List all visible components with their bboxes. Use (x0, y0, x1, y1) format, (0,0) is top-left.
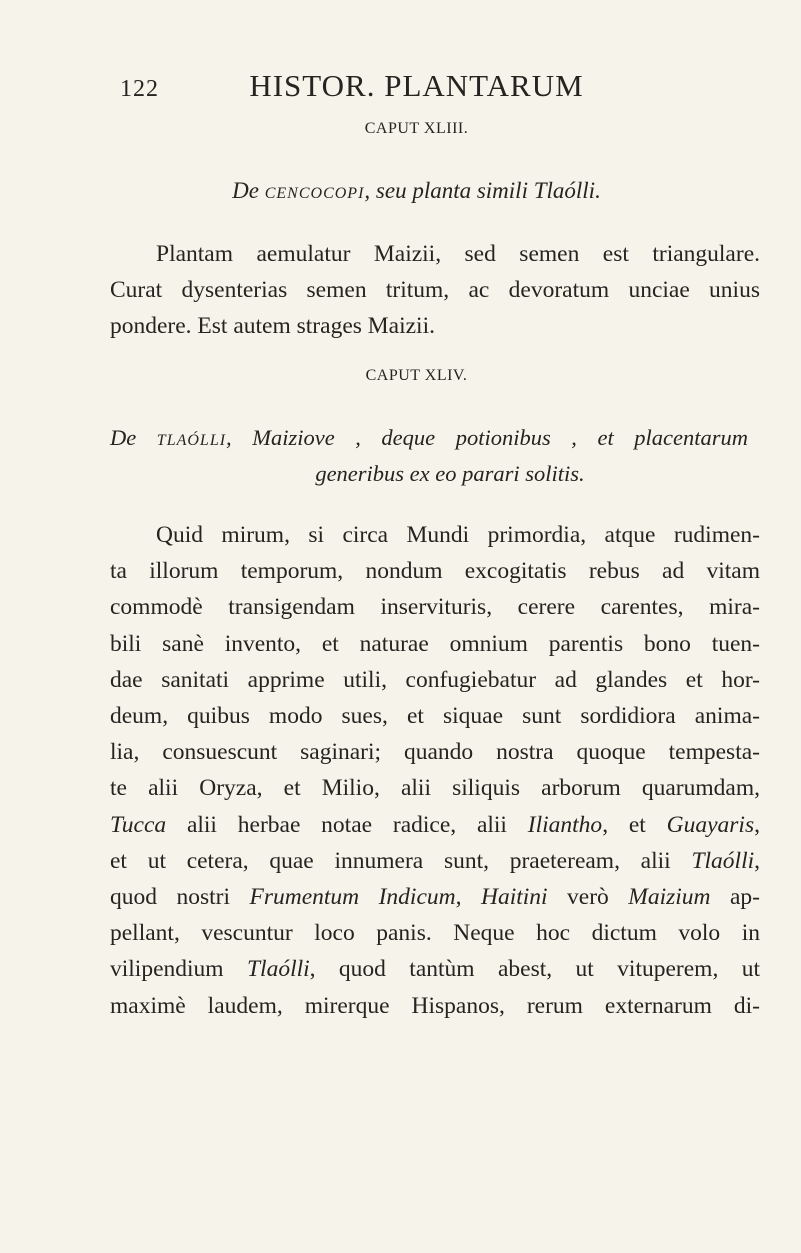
paragraph-line: ta illorum temporum, nondum excogitatis rebus ad vitam (110, 558, 760, 585)
chapter-44-title-rest: , Maiziove , deque potionibus , et placentarum (226, 425, 748, 450)
page-number: 122 (120, 76, 159, 102)
chapter-44-heading: CAPUT XLIV. (365, 367, 468, 384)
line-text: , (754, 811, 760, 838)
paragraph-line: deum, quibus modo sues, et siquae sunt sordidiora anima- (110, 703, 760, 730)
chapter-44-title-line-1 (110, 420, 760, 456)
chapter-44-title-line-2: generibus ex eo parari solitis. (315, 461, 585, 486)
paragraph-line: dae sanitati apprime utili, confugiebatur ad glandes et hor- (110, 666, 760, 693)
chapter-43-title-name: cencocopi (264, 178, 365, 203)
line-text: alii herbae notae radice, alii (166, 811, 528, 838)
chapter-44-title-name: tlaólli (156, 425, 227, 450)
running-title: HISTOR. PLANTARUM (249, 68, 584, 103)
line-text: verò (547, 884, 629, 911)
paragraph-line: pellant, vescuntur loco panis. Neque hoc dictum volo in (110, 920, 760, 947)
paragraph-line: commodè transigendam inservituris, cerere carentes, mira- (110, 594, 760, 621)
paragraph-line: pondere. Est autem strages Maizii. (110, 313, 435, 340)
italic-term: Frumentum Indicum (249, 884, 456, 911)
line-text: , quod tantùm abest, ut vituperem, ut (309, 956, 760, 983)
paragraph-line (110, 843, 760, 879)
paragraph-line: Plantam aemulatur Maizii, sed semen est triangulare. (156, 241, 760, 267)
paragraph-line (110, 879, 760, 915)
line-text: ap- (710, 884, 761, 911)
line-text: quod nostri (110, 884, 250, 911)
italic-term: Tlaólli (246, 956, 310, 983)
line-text: , (754, 847, 760, 874)
chapter-43-title-rest: , seu planta simili Tlaólli. (364, 178, 601, 203)
paragraph-line: Curat dysenterias semen tritum, ac devoratum unciae unius (110, 277, 760, 304)
line-text: , (455, 884, 481, 911)
line-text: , et (602, 811, 667, 838)
chapter-43-title-prefix: De (232, 178, 265, 203)
line-text: et ut cetera, quae innumera sunt, praeteream, alii (110, 847, 692, 874)
italic-term: Tucca (110, 811, 167, 838)
italic-term: Haitini (480, 884, 548, 911)
paragraph-line: lia, consuescunt saginari; quando nostra quoque tempesta- (110, 739, 760, 766)
chapter-43-title (0, 178, 801, 204)
paragraph-line: bili sanè invento, et naturae omnium parentis bono tuen- (110, 630, 760, 657)
italic-term: Maizium (628, 884, 711, 911)
paragraph-line (110, 951, 760, 987)
chapter-43-heading: CAPUT XLIII. (364, 120, 469, 137)
chapter-44-title-prefix: De (110, 425, 157, 450)
paragraph-line: maximè laudem, mirerque Hispanos, rerum externarum di- (110, 992, 760, 1019)
italic-term: Ilianthο (527, 811, 603, 838)
chapter-44-title (110, 420, 760, 492)
chapter-43-paragraph (110, 236, 760, 345)
paragraph-line: Quid mirum, si circa Mundi primordia, atque rudimen- (156, 522, 760, 548)
paragraph-line: te alii Oryza, et Milio, alii siliquis arborum quarumdam, (110, 775, 760, 802)
line-text: vilipendium (110, 956, 247, 983)
italic-term: Tlaólli (691, 847, 755, 874)
running-head (0, 68, 801, 108)
italic-term: Guayaris (666, 811, 755, 838)
chapter-44-paragraph (110, 517, 760, 1024)
paragraph-line (110, 807, 760, 843)
